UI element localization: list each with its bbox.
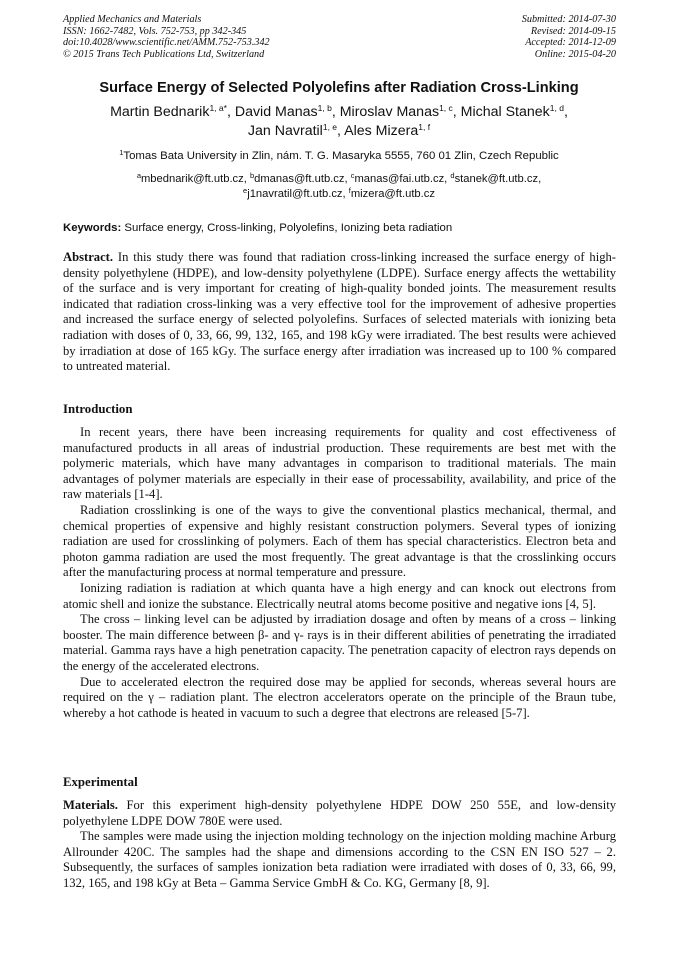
email-list: $^a$mbednarik@ft.utb.cz, $^b$dmanas@ft.utb.cz, $^c$manas@fai.utb.cz, $^d$stanek@ft.utb.cz, $^e$j1navratil@ft.utb.cz, $^f$mizera@ft.utb.cz — [136, 171, 542, 200]
affiliation-text: Tomas Bata University in Zlin, nám. T. G. Masaryka 5555, 760 01 Zlin, Czech Republic — [123, 150, 559, 162]
experimental-heading: Experimental — [63, 775, 138, 789]
paragraph: Ionizing radiation is radiation at which quanta have a high energy and can knock out electrons from atomic shell and ionize the substance. Electrically neutral atoms become positive and negative ions [4, 5]. — [63, 580, 616, 611]
author-affil-sup: 1, f — [418, 122, 431, 132]
paragraph: Due to accelerated electron the required dose may be applied for seconds, whereas several hours are required on the γ – radiation plant. The electron accelerators operate on the principle of the Braun tube, whereby a hot cathode is heated in vacuum to such a degree that electrons are released [5-7]. — [63, 674, 616, 720]
author-affil-sup: 1, d — [549, 103, 564, 113]
abstract-text: In this study there was found that radiation cross-linking increased the surface energy of high-density polyethylene (HDPE), and low-density polyethylene (LDPE). Surface energy affects the wettability of the surface and is very important for creating of high-quality bonded joints. The measurement results indicated that radiation cross-linking was a very effective tool for the improvement of adhesive properties and increased the surface energy of selected polyolefins. Surfaces of selected materials with ionizing beta radiation with doses of 0, 33, 66, 99, 132, 165, and 198 kGy were irradiated. The best results were achieved by irradiation at dose of 165 kGy. The surface energy after irradiation was increased up to 100 % compared to untreated material. — [63, 250, 616, 374]
email-sup: b — [249, 171, 255, 180]
author-affil-sup: 1, e — [322, 122, 338, 132]
submitted-date: Submitted: 2014-07-30 — [521, 14, 616, 25]
abstract — [63, 250, 616, 375]
journal-name: Applied Mechanics and Materials — [63, 14, 202, 25]
introduction-heading: Introduction — [63, 402, 133, 416]
abstract-label: Abstract. — [63, 250, 114, 264]
email-address[interactable]: j1navratil@ft.utb.cz — [247, 188, 343, 200]
materials-text: For this experiment high-density polyethylene HDPE DOW 250 55E, and low-density polyethylene LDPE DOW 780E were used. — [63, 798, 616, 828]
keywords-label: Keywords: — [63, 222, 122, 234]
paper-title: Surface Energy of Selected Polyolefins after Radiation Cross-Linking — [99, 80, 579, 96]
paragraph: The samples were made using the injection molding technology on the injection molding machine Arburg Allrounder 420C. The samples had the shape and dimensions according to the CSN EN ISO 527 – 2. Subsequently, the surfaces of samples ionization beta radiation were irradiated with doses of 0, 33, 66, 99, 132, 165, and 198 kGy at Beta – Gamma Service GmbH & Co. KG, Germany [8, 9]. — [63, 829, 616, 890]
keywords — [63, 222, 616, 234]
author-affil-sup: 1, a* — [209, 103, 227, 113]
journal-header-left — [63, 14, 270, 60]
email-sup: d — [450, 171, 455, 180]
online-date: Online: 2015-04-20 — [534, 48, 616, 60]
email-address[interactable]: dmanas@ft.utb.cz — [254, 173, 345, 185]
author-affil-sup: 1, c — [439, 103, 453, 113]
revised-date: Revised: 2014-09-15 — [530, 25, 616, 37]
doi-line[interactable]: doi:10.4028/www.scientific.net/AMM.752-753.342 — [63, 37, 270, 49]
copyright-line: © 2015 Trans Tech Publications Ltd, Switzerland — [63, 48, 265, 60]
email-sup: a — [136, 171, 141, 180]
author-name: Jan Navratil — [247, 123, 323, 139]
keywords-text: Surface energy, Cross-linking, Polyolefins, Ionizing beta radiation — [124, 222, 453, 234]
paragraph: The cross – linking level can be adjusted by irradiation dosage and often by means of a cross – linking booster. The main difference between β- and γ- rays is in their different abilities of penetrating the irradiated material. Gamma rays have a high penetration capacity. The penetration capacity of electron rays depends on the energy of the accelerated electrons. — [63, 612, 616, 673]
author-name: Ales Mizera — [344, 123, 419, 139]
email-sup: c — [350, 171, 355, 180]
author-name: Martin Bednarik — [110, 104, 210, 120]
author-list: Martin Bednarik$^{1, a*}$, David Manas$^{1, b}$, Miroslav Manas$^{1, c}$, Michal Stanek$^{1, d}$, Jan Navratil$^{1, e}$, Ales Mizera$^{1, f}$ — [110, 103, 568, 139]
paragraph: Radiation crosslinking is one of the ways to give the conventional plastics mechanical, thermal, and chemical properties of expensive and highly resistant construction polymers. Several types of ionizing radiation are used for crosslinking of polymers. Each of them has special characteristics. Electron beta and photon gamma radiation are used the most frequently. The great advantage is that the crosslinking occurs after the manufacturing process at normal temperature and pressure. — [63, 502, 616, 580]
email-sup: e — [243, 186, 248, 195]
experimental-body — [63, 798, 616, 892]
author-name: Miroslav Manas — [339, 104, 440, 120]
affiliation — [0, 150, 678, 162]
email-address[interactable]: mbednarik@ft.utb.cz — [140, 173, 244, 185]
email-address[interactable]: mizera@ft.utb.cz — [350, 188, 435, 200]
email-address[interactable]: stanek@ft.utb.cz — [454, 173, 539, 185]
author-name: David Manas — [234, 104, 318, 120]
journal-header-right — [522, 14, 616, 60]
author-name: Michal Stanek — [460, 104, 550, 120]
email-address[interactable]: manas@fai.utb.cz — [354, 173, 445, 185]
introduction-body — [63, 425, 616, 721]
accepted-date: Accepted: 2014-12-09 — [525, 37, 616, 49]
materials-label: Materials. — [63, 798, 118, 812]
issn-line: ISSN: 1662-7482, Vols. 752-753, pp 342-345 — [63, 25, 247, 37]
email-sup: f — [348, 186, 351, 195]
paragraph: In recent years, there have been increasing requirements for quality and cost effectiveness of manufactured products in all areas of industrial production. These requirements are best met with the polymeric materials, which have many advantages in comparison to traditional materials. The main advantages of polymer materials are especially in their ease of processability, availability, and price of the raw materials [1-4]. — [63, 425, 616, 502]
affiliation-sup: 1 — [119, 148, 124, 157]
author-affil-sup: 1, b — [317, 103, 332, 113]
